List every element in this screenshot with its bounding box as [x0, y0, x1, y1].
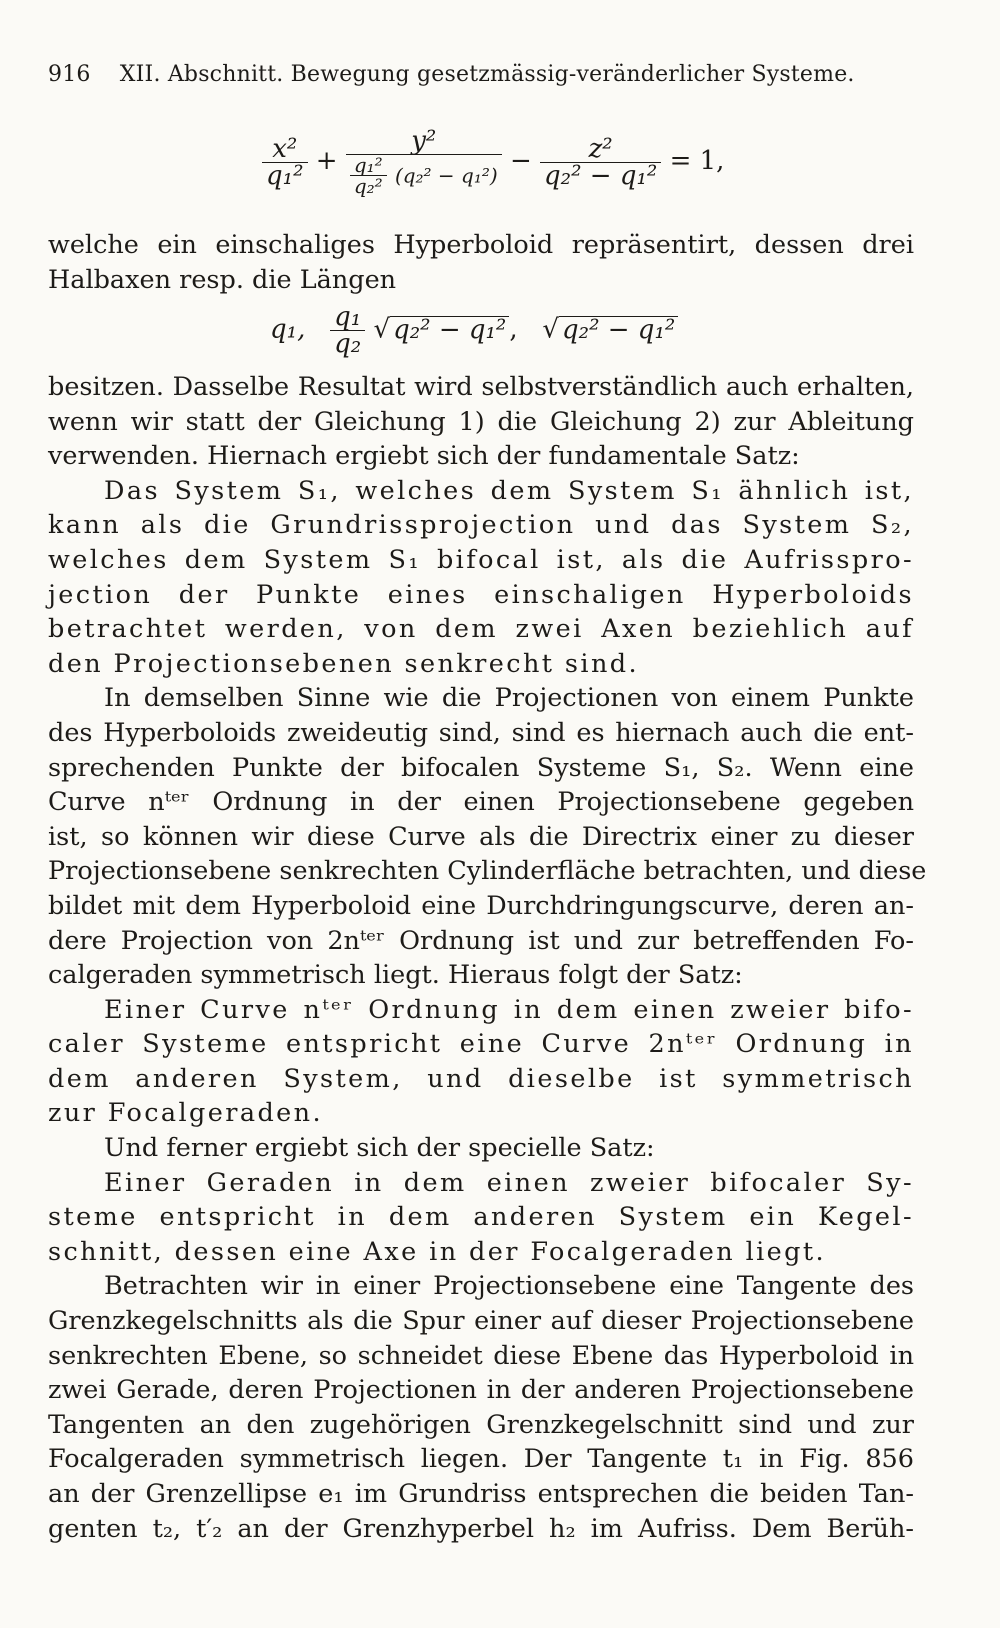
- length-c-radicand: q₂² − q₁²: [559, 316, 678, 343]
- theorem-line: steme entspricht in dem anderen System ein Kegel-: [48, 1202, 914, 1233]
- text-line: In demselben Sinne wie die Projectionen von einem Punkte: [104, 683, 914, 714]
- text-line: verwenden. Hiernach ergiebt sich der fundamentale Satz:: [48, 441, 800, 472]
- text-line: Halbaxen resp. die Längen: [48, 264, 397, 295]
- text-line: Grenzkegelschnitts als die Spur einer auf dieser Projectionsebene: [48, 1306, 914, 1337]
- page-number: 916: [48, 62, 91, 87]
- term-y-denominator: [346, 154, 502, 196]
- fraction-numerator: q₁: [334, 302, 362, 332]
- text-line: Und ferner ergiebt sich der specielle Satz:: [104, 1133, 655, 1164]
- inner-parenthesis: (q₂² − q₁²): [394, 163, 498, 188]
- term-y-numerator: y²: [411, 126, 437, 156]
- length-b-radicand: q₂² − q₁²: [390, 316, 509, 343]
- text-line: ist, so können wir diese Curve als die Directrix einer zu dieser: [48, 821, 914, 852]
- hyperboloid-equation: [262, 128, 724, 196]
- theorem-line: dem anderen System, und dieselbe ist symmetrisch: [48, 1063, 914, 1094]
- minus-sign: −: [509, 146, 532, 176]
- text-line: Curve nᵗᵉʳ Ordnung in der einen Projectionsebene gegeben: [48, 787, 914, 818]
- inner-denominator: q₂²: [350, 175, 387, 196]
- text-line: Focalgeraden symmetrisch liegen. Der Tangente t₁ in Fig. 856: [48, 1444, 914, 1475]
- term-z-denominator: q₂² − q₁²: [540, 162, 661, 189]
- equation-rhs: = 1,: [669, 146, 725, 176]
- theorem-line: jection der Punkte eines einschaligen Hyperboloids: [48, 579, 914, 610]
- theorem-line: schnitt, dessen eine Axe in der Focalgeraden liegt.: [48, 1236, 827, 1267]
- fraction-denominator: q₂: [330, 330, 365, 357]
- theorem-line: betrachtet werden, von dem zwei Axen beziehlich auf: [48, 614, 914, 645]
- text-block-2: [48, 370, 927, 1546]
- term-x-denominator: q₁²: [262, 162, 308, 189]
- term-z: [540, 133, 661, 191]
- text-line: an der Grenzellipse e₁ im Grundriss entsprechen die beiden Tan-: [48, 1479, 914, 1509]
- theorem-line: den Projectionsebenen senkrecht sind.: [48, 648, 640, 679]
- theorem-line: zur Focalgeraden.: [48, 1098, 323, 1129]
- term-z-numerator: z²: [588, 133, 613, 164]
- radical-sign: √: [373, 314, 391, 345]
- text-line: welche ein einschaliges Hyperboloid repräsentirt, dessen drei: [48, 230, 914, 260]
- text-line: zwei Gerade, deren Projectionen in der anderen Projectionsebene: [48, 1375, 914, 1406]
- text-line: genten t₂, t′₂ an der Grenzhyperbel h₂ im Aufriss. Dem Berüh-: [48, 1513, 914, 1544]
- text-line: dere Projection von 2nᵗᵉʳ Ordnung ist und zur betreffenden Fo-: [48, 925, 914, 956]
- term-x: [262, 133, 308, 191]
- length-b-fraction: [330, 304, 365, 357]
- length-a: q₁,: [270, 314, 306, 345]
- theorem-line: Einer Geraden in dem einen zweier bifocaler Sy-: [104, 1167, 914, 1198]
- text-line: senkrechten Ebene, so schneidet diese Ebene das Hyperboloid in: [48, 1340, 914, 1371]
- theorem-line: Einer Curve nᵗᵉʳ Ordnung in dem einen zweier bifo-: [104, 994, 914, 1025]
- term-y-inner-fraction: [350, 155, 387, 196]
- comma: ,: [509, 314, 518, 345]
- text-line: Betrachten wir in einer Projectionsebene eine Tangente des: [104, 1271, 914, 1302]
- inner-numerator: q₁²: [353, 153, 383, 177]
- running-title: XII. Abschnitt. Bewegung gesetzmässig-veränderlicher Systeme.: [119, 62, 855, 87]
- text-line: wenn wir statt der Gleichung 1) die Gleichung 2) zur Ableitung: [48, 406, 914, 437]
- theorem-line: Das System S₁, welches dem System S₁ ähnlich ist,: [104, 475, 914, 506]
- term-x-numerator: x²: [272, 133, 298, 164]
- theorem-line: welches dem System S₁ bifocal ist, als die Aufrisspro-: [48, 544, 914, 575]
- theorem-line: kann als die Grundrissprojection und das System S₂,: [48, 510, 914, 541]
- semi-axes-lengths: [270, 304, 678, 357]
- text-block-1: [48, 228, 914, 297]
- text-line: calgeraden symmetrisch liegt. Hieraus folgt der Satz:: [48, 960, 743, 991]
- running-header: [48, 62, 928, 87]
- text-line: sprechenden Punkte der bifocalen Systeme S₁, S₂. Wenn eine: [48, 752, 914, 783]
- term-y: [346, 128, 502, 196]
- text-line: Tangenten an den zugehörigen Grenzkegelschnitt sind und zur: [48, 1409, 914, 1440]
- text-line: bildet mit dem Hyperboloid eine Durchdringungscurve, deren an-: [48, 890, 914, 921]
- theorem-line: caler Systeme entspricht eine Curve 2nᵗᵉʳ Ordnung in: [48, 1029, 914, 1060]
- text-line: Projectionsebene senkrechten Cylinderfläche betrachten, und diese: [48, 856, 927, 887]
- plus-sign: +: [315, 146, 338, 176]
- text-line: des Hyperboloids zweideutig sind, sind es hiernach auch die ent-: [48, 717, 914, 748]
- text-line: besitzen. Dasselbe Resultat wird selbstverständlich auch erhalten,: [48, 372, 914, 402]
- radical-sign: √: [542, 314, 559, 345]
